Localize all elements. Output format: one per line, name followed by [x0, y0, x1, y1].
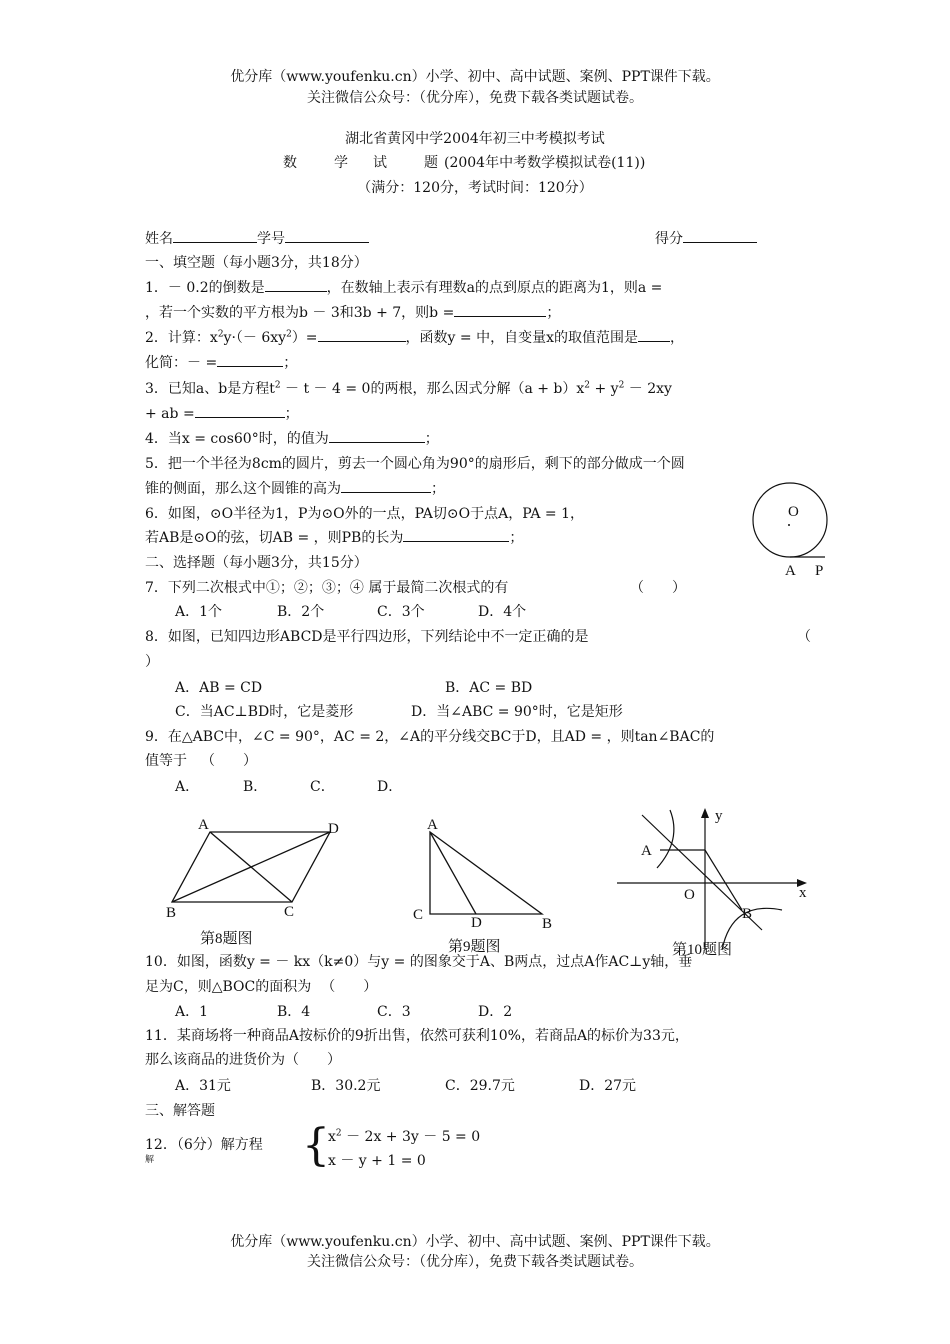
q1-line-2: ，若一个实数的平方根为b － 3和3b + 7，则b = ； — [145, 302, 560, 322]
q11-option-c[interactable]: C．29.7元 — [445, 1078, 515, 1094]
q3-line-2: + ab = ； — [145, 403, 299, 423]
q3-line-1: 3．已知a、b是方程$t^2 - t - 4 = 0$的两根，那么因式分解$(a + b)x^2 + y^2 - 2xy$ — [145, 380, 672, 397]
q8-paren-left: （ — [797, 629, 811, 645]
q11-option-a[interactable]: A．31元 — [175, 1078, 231, 1094]
subject-char-4: 题 — [424, 155, 438, 171]
q1-blank-1[interactable] — [265, 277, 327, 292]
q10-option-a[interactable]: A．1 — [175, 1004, 209, 1020]
q8-option-d[interactable]: D．当∠ABC = 90°时，它是矩形 — [411, 704, 623, 720]
q4-blank[interactable] — [329, 428, 425, 443]
q9-line-1: 9．在△ABC中，∠C = 90°，AC = 2，∠A的平分线交BC于D，且AD = ，则tan∠BAC的 — [145, 729, 715, 745]
q9-option-b[interactable]: B． — [243, 779, 268, 795]
f9-label-b: B — [542, 916, 553, 932]
center-dot — [788, 524, 790, 526]
q8-option-b[interactable]: B．AC = BD — [445, 680, 533, 696]
f10-label-o: O — [684, 887, 695, 903]
figure-8-parallelogram — [160, 810, 350, 950]
q5-blank[interactable] — [341, 478, 431, 493]
hyperbola-left — [657, 810, 674, 868]
q2-line-2: 化简：－ = ； — [145, 352, 297, 372]
label-a: A — [785, 563, 796, 579]
q6-blank[interactable] — [403, 527, 509, 542]
q2-line-1: 2．计算：$x^2y\cdot(- 6xy^2)=$ ，函数y = 中，自变量x的取值范围是 ， — [145, 327, 684, 347]
q6-line-1: 6．如图，⊙O半径为1，P为⊙O外的一点，PA切⊙O于点A，PA = 1， — [145, 506, 584, 522]
number-label: 学号 — [257, 231, 285, 247]
label-o: O — [788, 504, 799, 520]
f10-label-y: y — [715, 808, 723, 824]
f8-label-c: C — [284, 904, 295, 920]
student-info — [145, 228, 369, 248]
name-blank[interactable] — [173, 228, 257, 243]
q9-option-a[interactable]: A． — [175, 779, 200, 795]
circle-o — [753, 483, 827, 557]
q11-option-d[interactable]: D．27元 — [579, 1078, 637, 1094]
f9-label-d: D — [471, 915, 482, 931]
diagonal-bd — [172, 832, 330, 902]
triangle-abc — [430, 832, 542, 914]
f9-caption: 第9题图 — [448, 939, 501, 955]
footer-line-1: 优分库（www.youfenku.cn）小学、初中、高中试题、案例、PPT课件下载。 — [230, 1234, 720, 1250]
q6-circle-figure — [745, 482, 840, 580]
label-p: P — [815, 563, 824, 579]
q7-option-a[interactable]: A．1个 — [175, 604, 223, 620]
q5-line-2: 锥的侧面，那么这个圆锥的高为 ； — [145, 478, 445, 498]
f8-caption: 第8题图 — [200, 931, 253, 947]
f8-label-d: D — [328, 821, 339, 837]
figure-9-triangle — [408, 810, 568, 956]
bisector-ad — [430, 832, 476, 914]
score-blank[interactable] — [683, 228, 757, 243]
q12-label: 12．（6分）解方程 — [145, 1137, 263, 1153]
section-answer-heading: 三、解答题 — [145, 1103, 215, 1119]
score-label: 得分 — [655, 231, 683, 247]
section-fill-heading: 一、填空题（每小题3分，共18分） — [145, 255, 368, 271]
name-label: 姓名 — [145, 231, 173, 247]
number-blank[interactable] — [285, 228, 369, 243]
q2-blank-2[interactable] — [638, 327, 670, 342]
f10-label-x: x — [799, 885, 807, 901]
q11-line-1: 11．某商场将一种商品A按标价的9折出售，依然可获利10%，若商品A的标价为33元， — [145, 1028, 689, 1044]
equation-brace: { — [302, 1120, 330, 1171]
q8-paren-right: ） — [145, 654, 159, 670]
q12-equation-1: $x^2 - 2x + 3y - 5 = 0$ — [328, 1128, 481, 1145]
exam-title: 湖北省黄冈中学2004年初三中考模拟考试 — [345, 131, 605, 147]
q9-option-d[interactable]: D． — [377, 779, 403, 795]
f8-label-b: B — [166, 905, 177, 921]
q10-line-1: 10．如图，函数y = － kx（k≠0）与y = 的图象交于A、B两点，过点A作AC⊥y轴，垂 — [145, 954, 693, 970]
f10-caption: 第10题图 — [672, 942, 733, 958]
q7-option-b[interactable]: B．2个 — [277, 604, 325, 620]
q10-line-2: 足为C，则△BOC的面积为 （ ） — [145, 979, 378, 995]
q8-option-a[interactable]: A．AB = CD — [175, 680, 263, 696]
header-line-1: 优分库（www.youfenku.cn）小学、初中、高中试题、案例、PPT课件下载。 — [230, 69, 720, 85]
subject-char-3: 试 — [373, 155, 387, 171]
q12-equation-2: x － y + 1 = 0 — [328, 1153, 426, 1169]
f9-label-a: A — [427, 817, 438, 833]
q2-blank-3[interactable] — [217, 352, 283, 367]
q6-line-2: 若AB是⊙O的弦，切AB = ，则PB的长为 ； — [145, 527, 523, 547]
figure-10-graph — [612, 800, 817, 958]
q3-blank[interactable] — [195, 403, 285, 418]
q4-line: 4．当x = cos60°时，的值为 ； — [145, 428, 439, 448]
q1-blank-2[interactable] — [454, 302, 546, 317]
q9-option-c[interactable]: C． — [310, 779, 335, 795]
q8-option-c[interactable]: C．当AC⊥BD时，它是菱形 — [175, 704, 354, 720]
subject-char-2: 学 — [334, 155, 348, 171]
q7-stem: 7．下列二次根式中①；②；③；④ 属于最简二次根式的有 — [145, 580, 509, 596]
q8-stem: 8．如图，已知四边形ABCD是平行四边形，下列结论中不一定正确的是 — [145, 629, 589, 645]
q10-option-d[interactable]: D．2 — [478, 1004, 513, 1020]
f9-label-c: C — [413, 907, 424, 923]
q9-line-2: 值等于 （ ） — [145, 753, 257, 769]
subject-suffix: (2004年中考数学模拟试卷(11)) — [444, 155, 646, 171]
f8-label-a: A — [198, 817, 209, 833]
q2-blank-1[interactable] — [318, 327, 406, 342]
q10-option-b[interactable]: B．4 — [277, 1004, 311, 1020]
q10-option-c[interactable]: C．3 — [377, 1004, 411, 1020]
q11-line-2: 那么该商品的进货价为（ ） — [145, 1052, 341, 1068]
section-choice-heading: 二、选择题（每小题3分，共15分） — [145, 555, 368, 571]
y-arrow — [701, 808, 709, 818]
subject-char-1: 数 — [283, 155, 297, 171]
q12-solution-label: 解 — [145, 1155, 155, 1165]
footer-line-2: 关注微信公众号：（优分库），免费下载各类试题试卷。 — [307, 1254, 643, 1270]
q11-option-b[interactable]: B．30.2元 — [311, 1078, 381, 1094]
q7-paren: （ ） — [630, 580, 686, 596]
exam-meta: （满分：120分，考试时间：120分） — [357, 180, 593, 196]
f10-label-b: B — [742, 906, 753, 922]
q1-line-1: 1．－ 0.2的倒数是 ，在数轴上表示有理数a的点到原点的距离为1，则a = — [145, 277, 662, 297]
f10-label-a: A — [641, 843, 652, 859]
header-line-2: 关注微信公众号：（优分库），免费下载各类试题试卷。 — [307, 90, 643, 106]
q7-option-c[interactable]: C．3个 — [377, 604, 425, 620]
q7-option-d[interactable]: D．4个 — [478, 604, 527, 620]
q5-line-1: 5．把一个半径为8cm的圆片，剪去一个圆心角为90°的扇形后，剩下的部分做成一个圆 — [145, 456, 685, 472]
